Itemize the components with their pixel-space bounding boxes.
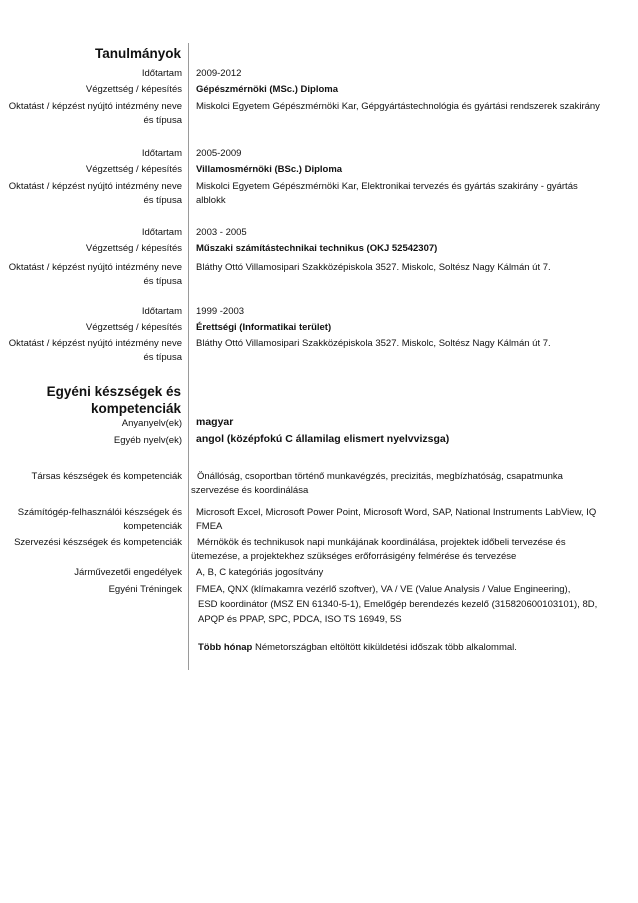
other-language-label: Egyéb nyelv(ek) [113,435,182,446]
institution-label: Oktatást / képzést nyújtó intézmény neve és típusa [8,338,182,363]
institution-value: Bláthy Ottó Villamosipari Szakközépiskola 3527. Miskolc, Soltész Nagy Kálmán út 7. [196,262,551,273]
mother-tongue-label: Anyanyelv(ek) [121,418,182,429]
period-label: Időtartam [141,68,182,79]
institution-value: Miskolci Egyetem Gépészmérnöki Kar, Gépgyártástechnológia és gyártási rendszerek szakirány [196,101,600,112]
period-value: 2009-2012 [196,68,242,79]
abroad-note [198,641,602,655]
degree-value: Villamosmérnöki (BSc.) Diploma [196,164,343,175]
driving-licence-label: Járművezetői engedélyek [74,567,182,578]
education-section-title: Tanulmányok [94,46,181,61]
period-value: 1999 -2003 [196,306,245,317]
other-language-value: angol (középfokú C államilag elismert nyelvvizsga) [196,433,450,445]
abroad-note-bold: Több hónap [198,642,253,653]
degree-value: Műszaki számítástechnikai technikus (OKJ 52542307) [196,243,438,254]
trainings-line: FMEA, QNX (klímakamra vezérlő szoftver), VA / VE (Value Analysis / Value Engineering), [196,584,571,595]
computer-skills-value: Microsoft Excel, Microsoft Power Point, Microsoft Word, SAP, National Instruments LabView, IQ FMEA [196,507,597,532]
degree-label: Végzettség / képesítés [85,322,182,333]
computer-skills-label: Számítógép-felhasználói készségek és kompetenciák [17,507,182,532]
abroad-note-rest: Németországban eltöltött kiküldetési időszak több alkalommal. [252,642,517,653]
social-skills-label: Társas készségek és kompetenciák [31,471,182,482]
period-label: Időtartam [141,227,182,238]
skills-section-title: Egyéni készségek és kompetenciák [46,384,181,416]
institution-label: Oktatást / képzést nyújtó intézmény neve és típusa [8,101,182,126]
period-value: 2005-2009 [196,148,242,159]
trainings-label: Egyéni Tréningek [108,584,182,595]
degree-label: Végzettség / képesítés [85,84,182,95]
column-divider [188,43,189,670]
period-value: 2003 - 2005 [196,227,247,238]
trainings-line: ESD koordinátor (MSZ EN 61340-5-1), Emelőgép berendezés kezelő (315820600103101), 8D, [198,599,598,610]
institution-label: Oktatást / képzést nyújtó intézmény neve és típusa [8,181,182,206]
mother-tongue-value: magyar [196,416,234,428]
driving-licence-value: A, B, C kategóriás jogosítvány [196,567,324,578]
organisational-skills-label: Szervezési készségek és kompetenciák [14,537,182,548]
organisational-skills-value: Mérnökök és technikusok napi munkájának koordinálása, projektek időbeli tervezése és ütemezése, a projektekhez szükséges erőforrásigény felmérése és tervezése [191,537,566,562]
degree-value: Gépészmérnöki (MSc.) Diploma [196,84,339,95]
social-skills-value: Önállóság, csoportban történő munkavégzés, precizitás, megbízhatóság, csapatmunka szervezése és koordinálása [191,471,563,496]
period-label: Időtartam [141,306,182,317]
degree-label: Végzettség / képesítés [85,164,182,175]
degree-label: Végzettség / képesítés [85,243,182,254]
period-label: Időtartam [141,148,182,159]
degree-value: Érettségi (Informatikai terület) [196,322,332,333]
institution-value: Bláthy Ottó Villamosipari Szakközépiskola 3527. Miskolc, Soltész Nagy Kálmán út 7. [196,338,551,349]
institution-value: Miskolci Egyetem Gépészmérnöki Kar, Elektronikai tervezés és gyártás szakirány - gyártás alblokk [196,181,578,206]
trainings-line: APQP és PPAP, SPC, PDCA, ISO TS 16949, 5S [198,614,402,625]
institution-label: Oktatást / képzést nyújtó intézmény neve és típusa [8,262,182,287]
